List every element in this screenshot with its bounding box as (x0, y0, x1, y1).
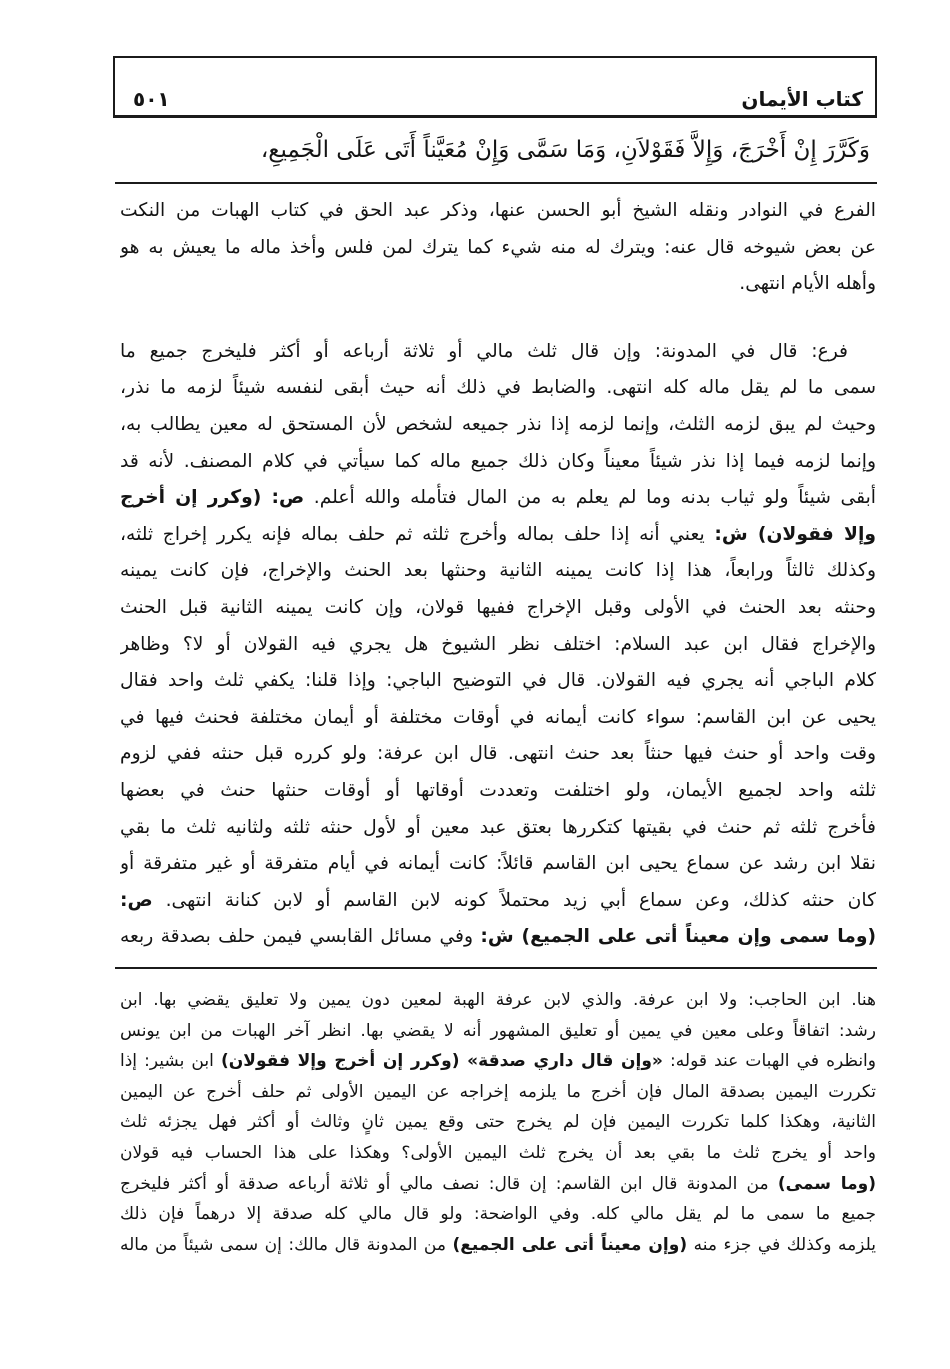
footnote-line (120, 985, 876, 1016)
text-segment: كان حنثه كذلك، وعن سماع أبي زيد محتملاً كونه لابن القاسم أو لابن كنانة انتهى. (165, 889, 876, 911)
commentary-line (120, 700, 876, 737)
commentary-line (120, 480, 876, 517)
matn-citation: «وإن قال داري صدقة» (وكرر إن أخرج وإلا فقولان) (220, 1051, 663, 1072)
text-segment: يلزمه وكذلك في جزء منه (693, 1234, 876, 1255)
text-segment: وانظره في الهبات عند قوله: (670, 1051, 876, 1072)
footnote-line (120, 1046, 876, 1077)
text-segment: الفرع في النوادر ونقله الشيخ أبو الحسن عنها، وذكر عبد الحق في كتاب الهبات من النكت (120, 200, 876, 221)
text-segment: نقلا ابن رشد عن سماع يحيى ابن القاسم قائلاً: كانت أيمانه في أيام متفرقة أو غير متفرقة أو (120, 853, 876, 875)
text-segment: فأخرج ثلثه ثم حنث في بقيتها كتكررها بعتق عبد معين أو لأول حنثه ثلثه ولثانيه ثلث ما بقي (120, 816, 876, 838)
text-segment: كلام الباجي أنه يجري فيه القولان. قال في التوضيح الباجي: وإذا قلنا: يكفي ثلث واحد فقال (120, 670, 876, 692)
text-segment: هنا. ابن الحاجب: ولا ابن عرفة. والذي لابن عرفة الهبة لمعين دون يمين ولا تعليق يقضي بها. ابن (120, 990, 876, 1010)
commentary-paragraph (120, 193, 876, 303)
commentary-line (120, 444, 876, 481)
text-segment: جميع ما سمى ما لم يقل مالي كله. وفي الواضحة: ولو قال مالي كله صدقة إلا درهماً فإن ذلك (120, 1204, 876, 1225)
text-segment: تكررت اليمين بصدقة المال فإن أخرج ما يلزمه إخراجه عن اليمين الأولى ثم حلف أخرج عن اليمين (120, 1081, 876, 1102)
text-segment: رشد: اتفاقاً وعلى معين في يمين أو تعليق المشهور أنه لا يقضي بها. انظر آخر الهبات من ابن يونس (120, 1020, 876, 1041)
text-segment: وقت واحد أو حنث فيها حنثاً بعد حنث انتهى. قال ابن عرفة: ولو كرره قبل حنثه ففي لزوم (120, 743, 876, 765)
matn-citation: (وإن معيناً أتى على الجميع) (452, 1234, 688, 1255)
footnotes (120, 985, 876, 1260)
commentary-line (120, 517, 876, 554)
commentary-line (120, 883, 876, 920)
text-segment: وحيث لم يبق لزمه الثلث، وإنما لزمه إذا نذر جميعه لشخص لأن المستحق له معين يطالب به، (120, 413, 876, 435)
commentary-line (120, 919, 876, 956)
text-segment: ابن بشير: إذا (120, 1051, 214, 1072)
matn-verse-line: وَكَرَّرَ إِنْ أَخْرَجَ، وَإِلاَّ فَقَوْلاَنِ، وَمَا سَمَّى وَإِنْ مُعَيَّناً أَتَى عَلَى الْجَمِيعِ، (260, 137, 870, 163)
footnote-separator-rule (115, 967, 877, 969)
commentary-line (120, 663, 876, 700)
commentary-line (120, 736, 876, 773)
footnote-line (120, 1169, 876, 1200)
commentary-line (120, 370, 876, 407)
commentary-paragraph (120, 334, 876, 956)
matn-separator-rule (115, 182, 877, 184)
commentary-line (120, 846, 876, 883)
commentary-line (120, 553, 876, 590)
matn-citation: ص: (120, 889, 153, 911)
matn-citation: (وما سمى وإن معيناً أتى على الجميع) ش: (480, 926, 876, 948)
commentary-line (120, 334, 876, 371)
footnote-line (120, 1138, 876, 1169)
text-segment: والإخراج فقال ابن عبد السلام: اختلف نظر الشيوخ هل يجري فيه القولان أو لا؟ وظاهر (120, 633, 876, 655)
footnote-line (120, 1199, 876, 1230)
text-segment: وكذلك ثالثاً ورابعاً، هذا إذا كانت يمينه الثانية وحنثها بعد الحنث والإخراج، فإن كانت يمينه (120, 560, 876, 582)
commentary-line (120, 230, 876, 267)
footnote-line (120, 1077, 876, 1108)
text-segment: وإنما لزمه فيما إذا نذر شيئاً معيناً وكان ذلك جميع ماله كما سيأتي في كلام المصنف. لأنه قد (120, 450, 876, 472)
commentary-line (120, 266, 876, 303)
text-segment: يعني أنه إذا حلف بماله وأخرج ثلثه ثم حلف بماله فإنه يكرر إخراج ثلثه، (120, 523, 705, 545)
commentary-line (120, 810, 876, 847)
commentary-line (120, 773, 876, 810)
commentary-line (120, 407, 876, 444)
text-segment: عن بعض شيوخه قال عنه: ويترك له منه شيء كما يترك لمن فلس وأخذ ماله ما يعيش به هو (120, 236, 876, 258)
matn-citation: وإلا فقولان) ش: (714, 523, 876, 545)
commentary-line (120, 193, 876, 230)
footnote-line (120, 1016, 876, 1047)
text-segment: من المدونة قال مالك: إن سمى شيئاً من ماله (120, 1234, 446, 1255)
matn-citation: (وما سمى) (777, 1173, 876, 1194)
commentary-text (120, 193, 876, 956)
commentary-line (120, 590, 876, 627)
text-segment: فرع: قال في المدونة: وإن قال ثلث مالي أو ثلاثة أرباعه أو أكثر فليخرج جميع ما (120, 340, 848, 362)
page-number: ٥٠١ (133, 87, 170, 111)
text-segment: ثلثه واحد لجميع الأيمان، ولو اختلفت وتعددت أوقاتها أو أوقات حنثها حنث في بعضها (120, 779, 876, 801)
footnote-line (120, 1230, 876, 1261)
text-segment: أبقى شيئاً ولو ثياب بدنه وما لم يعلم به من المال فتأمله والله أعلم. (313, 487, 876, 509)
running-header (113, 56, 877, 118)
chapter-title: كتاب الأيمان (741, 87, 863, 111)
text-segment: الثانية، وهكذا كلما تكررت اليمين فإن لم يخرج حتى وقع يمين ثانٍ وثالث أو أكثر فهل يجزئه ثلث (120, 1112, 876, 1133)
text-segment: سمى ما لم يقل ماله كله انتهى. والضابط في ذلك أنه حيث أبقى لنفسه شيئاً لزمه ما نذر، (120, 377, 876, 399)
text-segment: من المدونة قال ابن القاسم: إن قال: نصف مالي أو ثلاثة أرباعه صدقة أو أكثر فليخرج (120, 1173, 769, 1194)
commentary-line (120, 627, 876, 664)
matn-citation: ص: (وكرر إن أخرج (120, 487, 305, 509)
text-segment: وحنثه بعد الحنث في الأولى وقبل الإخراج ففيها قولان، وإن كانت يمينه الثانية قبل الحنث (120, 596, 876, 618)
text-segment: وفي مسائل القابسي فيمن حلف بصدقة ربعه (120, 926, 474, 948)
text-segment: واحد أو يخرج ثلث ما بقي بعد أن يخرج ثلث اليمين الأولى؟ وهكذا على هذا الحساب فيه قولان (120, 1142, 876, 1163)
text-segment: وأهله الأيام انتهى. (739, 273, 876, 295)
text-segment: يحيى عن ابن القاسم: سواء كانت أيمانه في أوقات مختلفة أو أيمان مختلفة فحنث فيها في (120, 706, 876, 728)
footnote-line (120, 1107, 876, 1138)
